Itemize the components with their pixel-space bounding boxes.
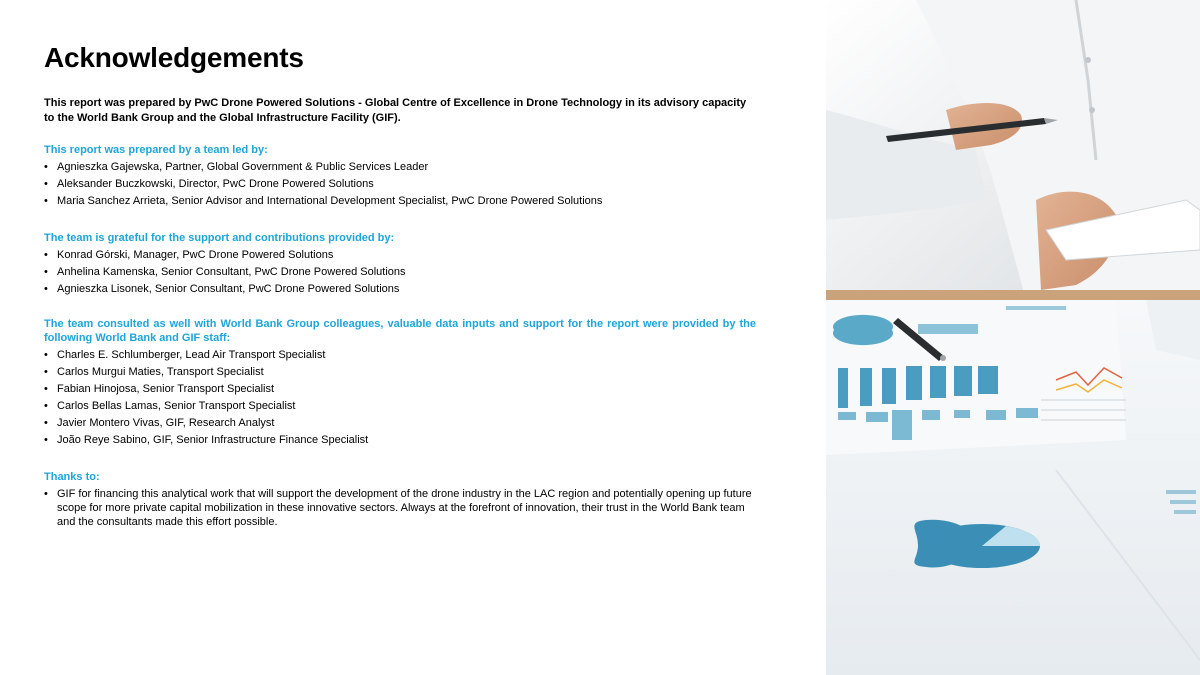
business-photo xyxy=(826,0,1200,675)
list-item: • João Reye Sabino, GIF, Senior Infrastructure Finance Specialist xyxy=(44,433,756,447)
section-heading: Thanks to: xyxy=(44,471,100,483)
section-heading: The team consulted as well with World Bank Group colleagues, valuable data inputs and support for the report were provided by the following World Bank and GIF staff: xyxy=(44,318,756,344)
bullet-list xyxy=(44,487,756,529)
list-item: • Agnieszka Lisonek, Senior Consultant, PwC Drone Powered Solutions xyxy=(44,282,756,296)
section-team-led xyxy=(44,143,756,211)
list-item: • Fabian Hinojosa, Senior Transport Specialist xyxy=(44,382,756,396)
bullet-list xyxy=(44,248,756,296)
list-item: • GIF for financing this analytical work that will support the development of the drone industry in the LAC region and potentially opening up future scope for more private capital mobilization in these innovative sectors. Always at the forefront of innovation, their trust in the World Bank team and the consultants made this effort possible. xyxy=(44,487,756,529)
section-contributions xyxy=(44,231,756,299)
section-world-bank-staff xyxy=(44,317,756,450)
list-item: • Konrad Górski, Manager, PwC Drone Powered Solutions xyxy=(44,248,756,262)
bullet-list xyxy=(44,348,756,447)
list-item: • Maria Sanchez Arrieta, Senior Advisor and International Development Specialist, PwC Drone Powered Solutions xyxy=(44,194,756,208)
list-item: • Javier Montero Vivas, GIF, Research Analyst xyxy=(44,416,756,430)
section-thanks xyxy=(44,470,756,532)
page-title: Acknowledgements xyxy=(44,42,304,73)
section-heading: The team is grateful for the support and contributions provided by: xyxy=(44,232,395,244)
list-item: • Carlos Bellas Lamas, Senior Transport Specialist xyxy=(44,399,756,413)
list-item: • Aleksander Buczkowski, Director, PwC Drone Powered Solutions xyxy=(44,177,756,191)
section-heading: This report was prepared by a team led by: xyxy=(44,144,268,156)
list-item: • Anhelina Kamenska, Senior Consultant, PwC Drone Powered Solutions xyxy=(44,265,756,279)
list-item: • Charles E. Schlumberger, Lead Air Transport Specialist xyxy=(44,348,756,362)
intro-paragraph: This report was prepared by PwC Drone Powered Solutions - Global Centre of Excellence in Drone Technology in its advisory capacity to the World Bank Group and the Global Infrastructure Facility (GIF). xyxy=(44,97,747,124)
bullet-list xyxy=(44,160,756,208)
list-item: • Agnieszka Gajewska, Partner, Global Government & Public Services Leader xyxy=(44,160,756,174)
list-item: • Carlos Murgui Maties, Transport Specialist xyxy=(44,365,756,379)
